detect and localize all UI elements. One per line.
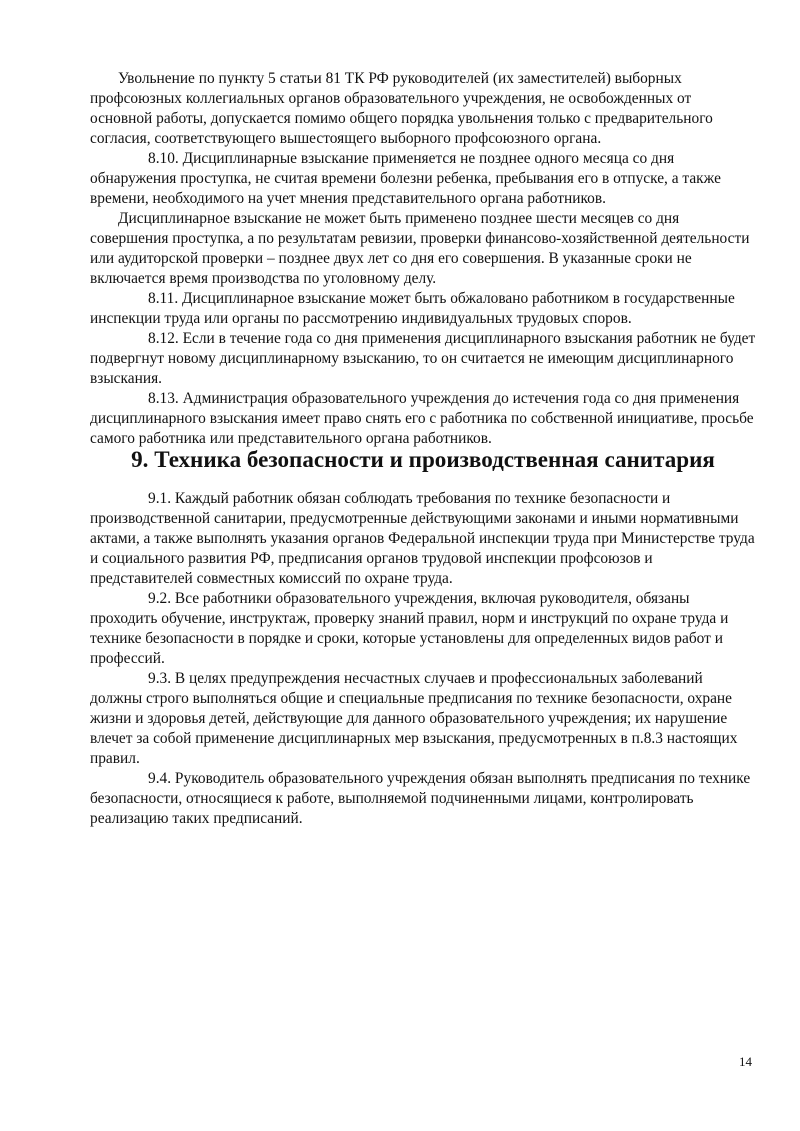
section-heading-9: 9. Техника безопасности и производственная санитария: [131, 446, 715, 472]
paragraph-8-12: 8.12. Если в течение года со дня применения дисциплинарного взыскания работник не будет подвергнут новому дисциплинарному взысканию, то он считается не имеющим дисциплинарного взыскания.: [90, 330, 756, 387]
paragraph-9-4: 9.4. Руководитель образовательного учреждения обязан выполнять предписания по технике безопасности, относящиеся к работе, выполняемой подчиненными лицами, контролировать реализацию таких предписаний.: [90, 770, 751, 827]
paragraph-8-13: 8.13. Администрация образовательного учреждения до истечения года со дня применения дисциплинарного взыскания имеет право снять его с работника по собственной инициативе, просьбе самого работника или представительного органа работников.: [90, 390, 754, 447]
paragraph-dismissal-clause: Увольнение по пункту 5 статьи 81 ТК РФ руководителей (их заместителей) выборных профсоюзных коллегиальных органов образовательного учреждения, не освобожденных от основной работы, допускается помимо общего порядка увольнения только с предварительного согласия, соответствующего вышестоящего выборного профсоюзного органа.: [90, 70, 713, 147]
paragraph-9-1: 9.1. Каждый работник обязан соблюдать требования по технике безопасности и производственной санитарии, предусмотренные действующими законами и иными нормативными актами, а также выполнять указания органов Федеральной инспекции труда при Министерстве труда и социального развития РФ, предписания органов трудовой инспекции профсоюзов и представителей совместных комиссий по охране труда.: [90, 490, 755, 587]
paragraph-9-2: 9.2. Все работники образовательного учреждения, включая руководителя, обязаны проходить обучение, инструктаж, проверку знаний правил, норм и инструкций по охране труда и технике безопасности в порядке и сроки, которые установлены для определенных видов работ и профессий.: [90, 590, 729, 667]
paragraph-8-10: 8.10. Дисциплинарные взыскание применяется не позднее одного месяца со дня обнаружения проступка, не считая времени болезни ребенка, пребывания его в отпуске, а также времени, необходимого на учет мнения представительного органа работников.: [90, 150, 721, 207]
paragraph-9-3: 9.3. В целях предупреждения несчастных случаев и профессиональных заболеваний должны строго выполняться общие и специальные предписания по технике безопасности, охране жизни и здоровья детей, действующие для данного образовательного учреждения; их нарушение влечет за собой применение дисциплинарных мер взыскания, предусмотренных в п.8.3 настоящих правил.: [90, 670, 738, 767]
paragraph-8-11: 8.11. Дисциплинарное взыскание может быть обжаловано работником в государственные инспекции труда или органы по рассмотрению индивидуальных трудовых споров.: [90, 290, 735, 327]
paragraph-8-10-continued: Дисциплинарное взыскание не может быть применено позднее шести месяцев со дня совершения проступка, а по результатам ревизии, проверки финансово-хозяйственной деятельности или аудиторской проверки – позднее двух лет со дня его совершения. В указанные сроки не включается время производства по уголовному делу.: [90, 210, 750, 287]
page-number: 14: [739, 1054, 752, 1069]
document-body: [90, 69, 756, 829]
